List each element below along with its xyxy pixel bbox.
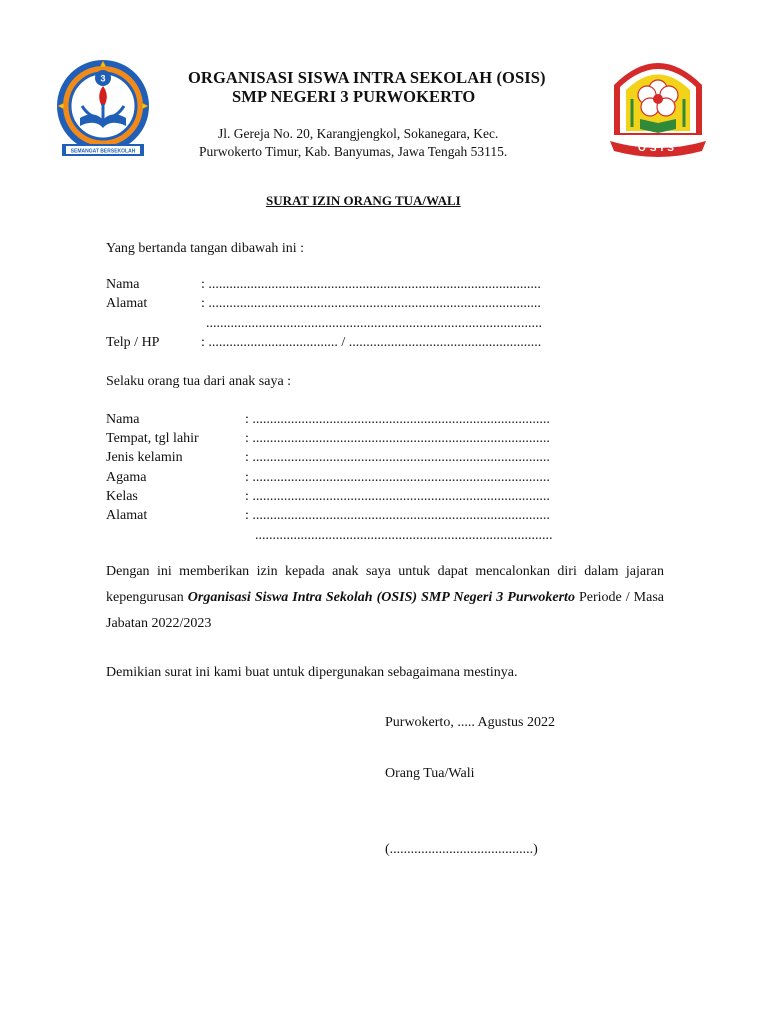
parent-phone-field: : ..................................... / ....................................................... [201, 335, 542, 350]
child-address-continued: ..................................................................................... [255, 528, 553, 543]
parent-address-continued: ................................................................................................ [206, 316, 542, 331]
permission-paragraph [106, 559, 664, 637]
child-religion-field: : ..................................................................................... [245, 470, 550, 485]
closing-text: Demikian surat ini kami buat untuk dipergunakan sebagaimana mestinya. [106, 665, 518, 680]
child-name-label: Nama [106, 412, 140, 427]
parent-phone-label: Telp / HP [106, 335, 160, 350]
tut-wuri-handayani-logo [50, 56, 156, 162]
intro-text: Yang bertanda tangan dibawah ini : [106, 241, 305, 256]
child-religion-label: Agama [106, 470, 147, 485]
child-address-label: Alamat [106, 508, 148, 523]
parent-name-label: Nama [106, 277, 140, 292]
child-class-field: : ..................................................................................... [245, 489, 550, 504]
child-class-label: Kelas [106, 489, 138, 504]
signature-place-date: Purwokerto, ..... Agustus 2022 [385, 715, 555, 730]
left-logo-ribbon: SEMANGAT BERSEKOLAH [70, 148, 136, 155]
osis-ribbon-text: OSIS [638, 143, 678, 154]
signature-name-blank: (.........................................) [385, 842, 538, 857]
child-name-field: : ..................................................................................... [245, 412, 550, 427]
permission-org-name: Organisasi Siswa Intra Sekolah (OSIS) SMP Negeri 3 Purwokerto [187, 590, 575, 605]
child-birth-label: Tempat, tgl lahir [106, 431, 199, 446]
parent-name-field: : ............................................................................................... [201, 277, 541, 292]
child-birth-field: : ..................................................................................... [245, 431, 550, 446]
permission-text-2: Periode / Masa Jabatan 2022/2023 [106, 590, 664, 631]
signature-role: Orang Tua/Wali [385, 766, 475, 781]
address-line-1: Jl. Gereja No. 20, Karangjengkol, Sokanegara, Kec. [218, 126, 499, 141]
svg-text:3: 3 [100, 73, 106, 84]
child-intro-text: Selaku orang tua dari anak saya : [106, 374, 292, 389]
osis-logo [604, 55, 712, 159]
child-gender-field: : ..................................................................................... [245, 450, 550, 465]
org-name: ORGANISASI SISWA INTRA SEKOLAH (OSIS) [188, 68, 546, 87]
parent-address-label: Alamat [106, 296, 148, 311]
child-address-field: : ..................................................................................... [245, 508, 550, 523]
child-gender-label: Jenis kelamin [106, 450, 183, 465]
permission-text-1: Dengan ini memberikan izin kepada anak saya untuk dapat mencalonkan diri dalam jajaran kepengurusan [106, 564, 664, 605]
school-name: SMP NEGERI 3 PURWOKERTO [232, 87, 476, 106]
address-line-2: Purwokerto Timur, Kab. Banyumas, Jawa Tengah 53115. [199, 144, 508, 159]
letter-title: SURAT IZIN ORANG TUA/WALI [266, 193, 461, 208]
parent-address-field: : ............................................................................................... [201, 296, 541, 311]
